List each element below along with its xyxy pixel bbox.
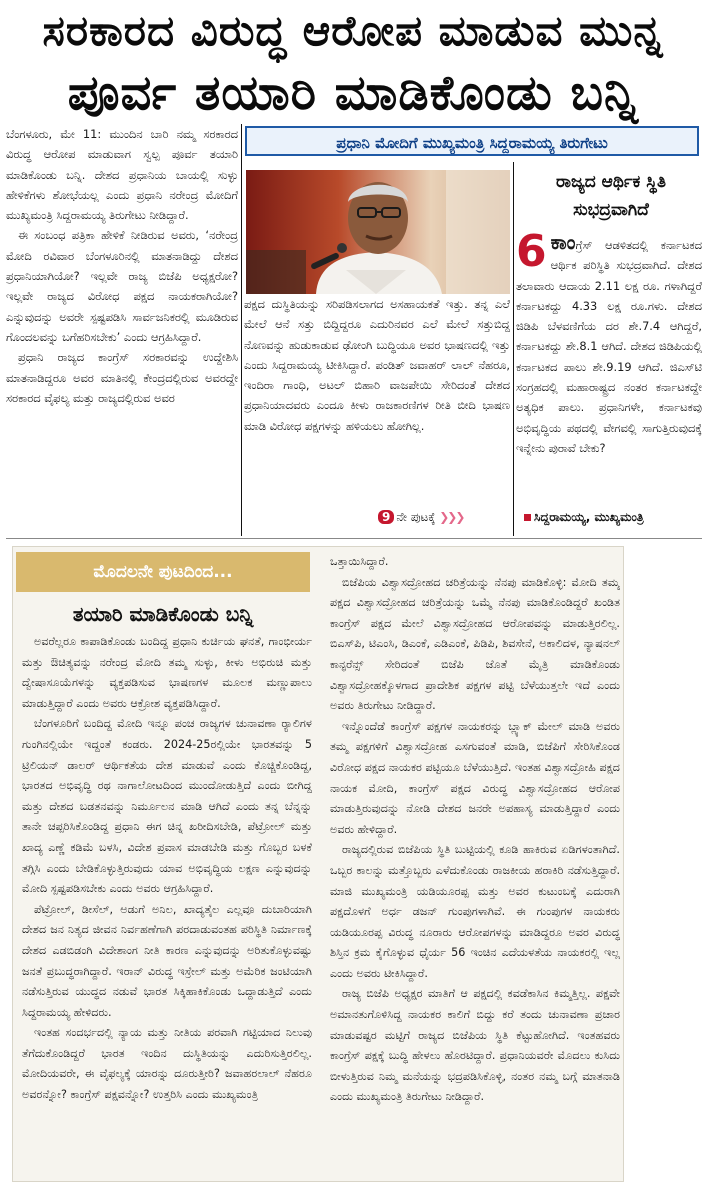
paragraph: ಪ್ರಧಾನಿ ರಾಜ್ಯದ ಕಾಂಗ್ರೆಸ್ ಸರಕಾರವನ್ನು ಉದ್ದೇಶಿಸಿ ಮಾತನಾಡಿದ್ದರೂ ಅವರ ಮಾತಿನಲ್ಲಿ ಕೇಂದ್ರದಲ್ಲಿರುವ ಅವರದ್ದೇ ಸರಕಾರದ ವೈಫಲ್ಯ ಮತ್ತು ರಾಜ್ಯದಲ್ಲಿರುವ ಅವರ xyxy=(6,350,238,405)
continued-label: ನೇ ಪುಟಕ್ಕೆ xyxy=(396,510,436,524)
continued-on-page[interactable] xyxy=(378,510,463,525)
paragraph: ಒತ್ತಾಯಿಸಿದ್ದಾರೆ. xyxy=(330,555,389,568)
bullet-square-icon xyxy=(524,514,531,521)
section-divider xyxy=(6,538,702,539)
column-rule-left xyxy=(241,124,242,536)
dropcap-number: 6 xyxy=(516,232,547,277)
lead-article-left-column xyxy=(6,124,238,530)
sidebar-text: ಗ್ರೆಸ್ ಆಡಳಿತದಲ್ಲಿ ಕರ್ನಾಟಕದ ಆರ್ಥಿಕ ಪರಿಸ್ಥಿತಿ ಸುಭದ್ರವಾಗಿದೆ. ದೇಶದ ತಲಾವಾರು ಆದಾಯ 2.11 ಲಕ್ಷ ರೂ. ಗಳಾಗಿದ್ದರೆ ಕರ್ನಾಟಕದ್ದು 4.33 ಲಕ್ಷ ರೂ.ಗಳು. ದೇಶದ ಜಿಡಿಪಿ ಬೆಳವಣಿಗೆಯ ದರ ಶೇ.7.4 ಆಗಿದ್ದರೆ, ಕರ್ನಾಟಕದ್ದು ಶೇ.8.1 ಆಗಿದೆ. ದೇಶದ ಜಿಡಿಪಿಯಲ್ಲಿ ಕರ್ನಾಟಕದ ಪಾಲು ಶೇ.9.19 ಆಗಿದೆ. ಜಿಎಸ್‌ಟಿ ಸಂಗ್ರಹದಲ್ಲಿ ಮಹಾರಾಷ್ಟ್ರದ ನಂತರ ಕರ್ನಾಟಕದ್ದೇ ಅತ್ಯಧಿಕ ಪಾಲು. ಪ್ರಧಾನಿಗಳೇ, ಕರ್ನಾಟಕವು ಅಭಿವೃದ್ಧಿಯ ಪಥದಲ್ಲಿ ವೇಗವಲ್ಲಿ ಸಾಗುತ್ತಿರುವುದಕ್ಕೆ ಇನ್ನೇನು ಪುರಾವೆ ಬೇಕು? xyxy=(516,238,702,455)
headline-line-2: ಪೂರ್ವ ತಯಾರಿ ಮಾಡಿಕೊಂಡು ಬನ್ನಿ xyxy=(67,65,639,121)
paragraph: ರಾಜ್ಯ ಬಿಜೆಪಿ ಅಧ್ಯಕ್ಷರ ಮಾತಿಗೆ ಆ ಪಕ್ಷದಲ್ಲಿ ಕವಡೆಕಾಸಿನ ಕಿಮ್ಮತ್ತಿಲ್ಲ. ಪಕ್ಷವೇ ಅಮಾನತುಗೊಳಿಸಿದ್ದ ನಾಯಕರ ಕಾಲಿಗೆ ಬಿದ್ದು ಕರೆ ತಂದು ಚುನಾವಣಾ ಪ್ರಚಾರ ಮಾಡುವಷ್ಟರ ಮಟ್ಟಿಗೆ ರಾಜ್ಯದ ಬಿಜೆಪಿಯ ಸ್ಥಿತಿ ಕೆಟ್ಟುಹೋಗಿದೆ. ಇಂತಹವರು ಕಾಂಗ್ರೆಸ್ ಪಕ್ಷಕ್ಕೆ ಬುದ್ಧಿ ಹೇಳಲು ಹೊರಟಿದ್ದಾರೆ. ಪ್ರಧಾನಿಯವರೇ ಮೊದಲು ಕುಸಿದು ಬೀಳುತ್ತಿರುವ ನಿಮ್ಮ ಮನೆಯನ್ನು ಭದ್ರಪಡಿಸಿಕೊಳ್ಳಿ, ನಂತರ ನಮ್ಮ ಬಗ್ಗೆ ಮಾತನಾಡಿ ಎಂದು ಮುಖ್ಯಮಂತ್ರಿ ತಿರುಗೇಟು ನೀಡಿದ್ದಾರೆ. xyxy=(330,987,620,1104)
page-number-badge: 9 xyxy=(378,510,394,524)
paragraph: ಪಕ್ಷದ ದುಸ್ಥಿತಿಯನ್ನು ಸರಿಪಡಿಸಲಾಗದ ಅಸಹಾಯಕತೆ ಇತ್ತು. ತನ್ನ ಎಲೆ ಮೇಲೆ ಆನೆ ಸತ್ತು ಬಿದ್ದಿದ್ದರೂ ಎದುರಿನವರ ಎಲೆ ಮೇಲೆ ಸತ್ತುಬಿದ್ದ ನೊಣವನ್ನು ಹುಡುಕಾಡುವ ಢೋಂಗಿ ಬುದ್ಧಿಯೂ ಅವರ ಭಾಷಣದಲ್ಲಿ ಇತ್ತು ಎಂದು ಸಿದ್ದರಾಮಯ್ಯ ಟೀಕಿಸಿದ್ದಾರೆ. ಪಂಡಿತ್ ಜವಾಹರ್ ಲಾಲ್ ನೆಹರೂ, ಇಂದಿರಾ ಗಾಂಧಿ, ಅಟಲ್ ಬಿಹಾರಿ ವಾಜಪೇಯಿ ಸೇರಿದಂತೆ ದೇಶದ ಪ್ರಧಾನಿಯಾದವರು ಎಂದೂ ಕೀಳು ರಾಜಕಾರಣಿಗಳ ರೀತಿ ಬೀದಿ ಭಾಷಣ ಮಾಡಿ ವಿರೋಧ ಪಕ್ಷಗಳನ್ನು ಹಳಿಯಲು ಹೋಗಿಲ್ಲ. xyxy=(244,297,510,433)
column-rule-right xyxy=(513,162,514,536)
paragraph: ಪೆಟ್ರೋಲ್, ಡೀಸೆಲ್, ಅಡುಗೆ ಅನಿಲ, ಖಾದ್ಯತೈಲ ಎಲ್ಲವೂ ದುಬಾರಿಯಾಗಿ ದೇಶದ ಜನ ನಿತ್ಯದ ಜೀವನ ನಿರ್ವಹಣೆಗಾಗಿ ಪರದಾಡುವಂತಹ ಪರಿಸ್ಥಿತಿ ನಿರ್ಮಾಣಕ್ಕೆ ದೇಶದ ಎಡಬಿಡಂಗಿ ವಿದೇಶಾಂಗ ನೀತಿ ಕಾರಣ ಎನ್ನುವುದನ್ನು ಅರಿತುಕೊಳ್ಳುವಷ್ಟು ಜನತೆ ಪ್ರಬುದ್ಧರಾಗಿದ್ದಾರೆ. ಇರಾನ್ ವಿರುದ್ಧ ಇಸ್ರೇಲ್ ಮತ್ತು ಅಮೆರಿಕ ಜಂಟಿಯಾಗಿ ನಡೆಸುತ್ತಿರುವ ಯುದ್ಧದ ನಡುವೆ ಭಾರತ ಸಿಕ್ಕಿಹಾಕಿಕೊಂಡು ಒದ್ದಾಡುತ್ತಿದೆ ಎಂದು ಸಿದ್ದರಾಮಯ್ಯ ಹೇಳಿದರು. xyxy=(22,902,312,1019)
dropcap-lead: ಕಾಂ xyxy=(550,232,576,254)
paragraph: ಅವರೆಲ್ಲರೂ ಕಾಪಾಡಿಕೊಂಡು ಬಂದಿದ್ದ ಪ್ರಧಾನಿ ಕುರ್ಚಿಯ ಘನತೆ, ಗಾಂಭೀರ್ಯ ಮತ್ತು ಔಚಿತ್ಯವನ್ನು ನರೇಂದ್ರ ಮೋದಿ ತಮ್ಮ ಸುಳ್ಳು, ಕೀಳು ಅಭಿರುಚಿ ಮತ್ತು ದ್ವೇಷಾಸೂಯೆಗಳನ್ನು ವ್ಯಕ್ತಪಡಿಸುವ ಭಾಷಣಗಳ ಮೂಲಕ ಮಣ್ಣುಪಾಲು ಮಾಡುತ್ತಿದ್ದಾರೆ ಎಂದು ಅವರು ಆಕ್ರೋಶ ವ್ಯಕ್ತಪಡಿಸಿದ್ದಾರೆ. xyxy=(22,635,312,710)
paragraph: ಇನ್ನೊಂದೆಡೆ ಕಾಂಗ್ರೆಸ್ ಪಕ್ಷಗಳ ನಾಯಕರನ್ನು ಬ್ಲ್ಯಾಕ್ ಮೇಲ್ ಮಾಡಿ ಅವರು ತಮ್ಮ ಪಕ್ಷಗಳಿಗೆ ವಿಶ್ವಾಸದ್ರೋಹ ಎಸಗುವಂತೆ ಮಾಡಿ, ಬಿಜೆಪಿಗೆ ಸೇರಿಸಿಕೊಂಡ ವಿರೋಧ ಪಕ್ಷದ ನಾಯಕರ ಪಟ್ಟಿಯೂ ಬೆಳೆಯುತ್ತಿದೆ. ಇಂತಹ ವಿಶ್ವಾಸದ್ರೋಹಿ ಪಕ್ಷದ ನಾಯಕ ಮೋದಿ, ಕಾಂಗ್ರೆಸ್ ಪಕ್ಷದ ವಿರುದ್ಧ ವಿಶ್ವಾಸದ್ರೋಹದ ಆರೋಪ ಮಾಡುತ್ತಿರುವುದನ್ನು ನೋಡಿ ದೇಶದ ಜನರೇ ಅಪಹಾಸ್ಯ ಮಾಡುತ್ತಿದ್ದಾರೆ ಎಂದು ಅವರು ಹೇಳಿದ್ದಾರೆ. xyxy=(330,719,620,836)
paragraph: ಬಿಜೆಪಿಯ ವಿಶ್ವಾಸದ್ರೋಹದ ಚರಿತ್ರೆಯನ್ನು ನೆನಪು ಮಾಡಿಕೊಳ್ಳಿ: ಮೋದಿ ತಮ್ಮ ಪಕ್ಷದ ವಿಶ್ವಾಸದ್ರೋಹದ ಚರಿತ್ರೆಯನ್ನು ಒಮ್ಮೆ ನೆನಪು ಮಾಡಿಕೊಂಡಿದ್ದರೆ ಖಂಡಿತ ಕಾಂಗ್ರೆಸ್ ಪಕ್ಷದ ಮೇಲೆ ವಿಶ್ವಾಸದ್ರೋಹದ ಆರೋಪವನ್ನು ಮಾಡುತ್ತಿರಲಿಲ್ಲ. ಬಿಎಸ್‌ಪಿ, ಟಿಎಂಸಿ, ಡಿಎಂಕೆ, ಎಡಿಎಂಕೆ, ಪಿಡಿಪಿ, ಶಿವಸೇನೆ, ಅಕಾಲಿದಳ, ನ್ಯಾಷನಲ್ ಕಾನ್ಫರೆನ್ಸ್ ಸೇರಿದಂತೆ ಬಿಜೆಪಿ ಜೊತೆ ಮೈತ್ರಿ ಮಾಡಿಕೊಂಡು ವಿಶ್ವಾಸದ್ರೋಹಕ್ಕೊಳಗಾದ ಪ್ರಾದೇಶಿಕ ಪಕ್ಷಗಳ ಪಟ್ಟಿ ಬೆಳೆಯುತ್ತಲೇ ಇದೆ ಎಂದು ಅವರು ತಿರುಗೇಟು ನೀಡಿದ್ದಾರೆ. xyxy=(330,575,620,713)
continuation-column-2 xyxy=(330,552,620,1178)
continued-from-banner: ಮೊದಲನೇ ಪುಟದಿಂದ... xyxy=(16,552,310,592)
lead-article-middle-column xyxy=(244,294,510,530)
paragraph: ರಾಜ್ಯದಲ್ಲಿರುವ ಬಿಜೆಪಿಯ ಸ್ಥಿತಿ ಬುಟ್ಟಿಯಲ್ಲಿ ಕೂಡಿ ಹಾಕಿರುವ ಏಡಿಗಳಂತಾಗಿದೆ. ಒಬ್ಬರ ಕಾಲನ್ನು ಮತ್ತೊಬ್ಬರು ಎಳೆದುಕೊಂಡು ರಾಜಕೀಯ ಹರಾಕಿರಿ ನಡೆಸುತ್ತಿದ್ದಾರೆ. ಮಾಜಿ ಮುಖ್ಯಮಂತ್ರಿ ಯಡಿಯೂರಪ್ಪ ಮತ್ತು ಅವರ ಕುಟುಂಬಕ್ಕೆ ಎದುರಾಗಿ ಪಕ್ಷದೊಳಗೆ ಅರ್ಧ ಡಜನ್ ಗುಂಪುಗಳಾಗಿವೆ. ಈ ಗುಂಪುಗಳ ನಾಯಕರು ಯಡಿಯೂರಪ್ಪ ವಿರುದ್ಧ ನೂರಾರು ಆರೋಪಗಳನ್ನು ಮಾಡಿದ್ದರೂ ಅವರ ವಿರುದ್ಧ ಶಿಸ್ತಿನ ಕ್ರಮ ಕೈಗೊಳ್ಳುವ ಧೈರ್ಯ 56 ಇಂಚಿನ ಎದೆಯಳತೆಯ ನಾಯಕರಲ್ಲಿ ಇಲ್ಲ ಎಂದು ಅವರು ಟೀಕಿಸಿದ್ದಾರೆ. xyxy=(330,843,620,980)
sidebar-heading: ರಾಜ್ಯದ ಆರ್ಥಿಕ ಸ್ಥಿತಿ ಸುಭದ್ರವಾಗಿದೆ xyxy=(556,172,666,220)
paragraph: ಬೆಂಗಳೂರು, ಮೇ 11: ಮುಂದಿನ ಬಾರಿ ನಮ್ಮ ಸರಕಾರದ ವಿರುದ್ಧ ಆರೋಪ ಮಾಡುವಾಗ ಸ್ವಲ್ಪ ಪೂರ್ವ ತಯಾರಿ ಮಾಡಿಕೊಂಡು ಬನ್ನಿ. ದೇಶದ ಪ್ರಧಾನಿಯ ಬಾಯಲ್ಲಿ ಸುಳ್ಳು ಹೇಳಿಕೆಗಳು ಶೋಭೆಯಲ್ಲ ಎಂದು ಪ್ರಧಾನಿ ನರೇಂದ್ರ ಮೋದಿಗೆ ಮುಖ್ಯಮಂತ್ರಿ ಸಿದ್ದರಾಮಯ್ಯ ತಿರುಗೇಟು ನೀಡಿದ್ದಾರೆ. xyxy=(6,127,238,223)
continuation-heading: ತಯಾರಿ ಮಾಡಿಕೊಂಡು ಬನ್ನಿ xyxy=(72,602,254,626)
paragraph: ಬೆಂಗಳೂರಿಗೆ ಬಂದಿದ್ದ ಮೋದಿ ಇನ್ನೂ ಪಂಚ ರಾಜ್ಯಗಳ ಚುನಾವಣಾ ರ್‍ಯಾಲಿಗಳ ಗುಂಗಿನಲ್ಲಿಯೇ ಇದ್ದಂತೆ ಕಂಡರು. 2024-25ರಲ್ಲಿಯೇ ಭಾರತವನ್ನು 5 ಟ್ರಿಲಿಯನ್ ಡಾಲರ್ ಆರ್ಥಿಕತೆಯ ದೇಶ ಮಾಡುವೆ ಎಂದು ಕೊಚ್ಚಿಕೊಂಡಿದ್ದ, ಭಾರತದ ಅಭಿವೃದ್ಧಿ ರಥ ನಾಗಾಲೋಟದಿಂದ ಮುಂದೋಡುತ್ತಿದೆ ಎಂದು ಬೀಗಿದ್ದ ಮತ್ತು ದೇಶದ ಬಡತನವನ್ನು ನಿರ್ಮೂಲನ ಮಾಡಿ ಆಗಿದೆ ಎಂದು ತನ್ನ ಬೆನ್ನನ್ನು ತಾನೇ ಚಪ್ಪರಿಸಿಕೊಂಡಿದ್ದ ಪ್ರಧಾನಿ ಈಗ ಚಿನ್ನ ಖರೀದಿಸಬೇಡಿ, ಪೆಟ್ರೋಲ್ ಮತ್ತು ಖಾದ್ಯ ಎಣ್ಣೆ ಕಡಿಮೆ ಬಳಸಿ, ವಿದೇಶ ಪ್ರವಾಸ ಮಾಡಬೇಡಿ ಮತ್ತು ಗೊಬ್ಬರ ಬಳಕೆ ತಗ್ಗಿಸಿ ಎಂದು ಬೇಡಿಕೊಳ್ಳುತ್ತಿರುವುದು ಯಾವ ಅಭಿವೃದ್ಧಿಯ ಲಕ್ಷಣ ಎನ್ನುವುದನ್ನು ಮೋದಿ ಸ್ಪಷ್ಟಪಡಿಸಬೇಕು ಎಂದು ಅವರು ಆಗ್ರಹಿಸಿದ್ದಾರೆ. xyxy=(22,717,312,896)
sidebar-body xyxy=(516,232,702,458)
chevron-right-icon: ❯❯❯ xyxy=(439,510,464,524)
photo-speaker xyxy=(246,170,510,294)
tagline-box: ಪ್ರಧಾನಿ ಮೋದಿಗೆ ಮುಖ್ಯಮಂತ್ರಿ ಸಿದ್ದರಾಮಯ್ಯ ತಿರುಗೇಟು xyxy=(245,126,699,156)
paragraph: ಈ ಸಂಬಂಧ ಪತ್ರಿಕಾ ಹೇಳಿಕೆ ನೀಡಿರುವ ಅವರು, ‘ನರೇಂದ್ರ ಮೋದಿ ರವಿವಾರ ಬೆಂಗಳೂರಿನಲ್ಲಿ ಮಾತನಾಡಿದ್ದು ದೇಶದ ಪ್ರಧಾನಿಯಾಗಿಯೋ? ಇಲ್ಲವೇ ರಾಜ್ಯ ಬಿಜೆಪಿ ಅಧ್ಯಕ್ಷರೋ? ಇಲ್ಲವೇ ರಾಜ್ಯದ ವಿರೋಧ ಪಕ್ಷದ ನಾಯಕರಾಗಿಯೋ? ಎನ್ನುವುದನ್ನು ಅವರೇ ಸ್ಪಷ್ಟಪಡಿಸಿ ಸಾರ್ವಜನಿಕರಲ್ಲಿ ಮೂಡಿರುವ ಗೊಂದಲವನ್ನು ಬಗೆಹರಿಸಬೇಕು’ ಎಂದು ಆಗ್ರಹಿಸಿದ್ದಾರೆ. xyxy=(6,228,238,344)
paragraph: ಇಂತಹ ಸಂದರ್ಭದಲ್ಲಿ ನ್ಯಾಯ ಮತ್ತು ನೀತಿಯ ಪರವಾಗಿ ಗಟ್ಟಿಯಾದ ನಿಲುವು ತೆಗೆದುಕೊಂಡಿದ್ದರೆ ಭಾರತ ಇಂದಿನ ದುಸ್ಥಿತಿಯನ್ನು ಎದುರಿಸುತ್ತಿರಲಿಲ್ಲ. ಮೋದಿಯವರೇ, ಈ ವೈಫಲ್ಯಕ್ಕೆ ಯಾರನ್ನು ದೂರುತ್ತೀರಿ? ಜವಾಹರಲಾಲ್ ನೆಹರೂ ಅವರನ್ನೋ? ಕಾಂಗ್ರೆಸ್ ಪಕ್ಷವನ್ನೋ? ಉತ್ತರಿಸಿ ಎಂದು ಮುಖ್ಯಮಂತ್ರಿ xyxy=(22,1026,312,1102)
speaker-photo-illustration xyxy=(246,170,510,294)
headline-line-1: ಸರಕಾರದ ವಿರುದ್ಧ ಆರೋಪ ಮಾಡುವ ಮುನ್ನ xyxy=(42,6,664,55)
continuation-column-1 xyxy=(22,632,312,1178)
sidebar-byline: ಸಿದ್ದರಾಮಯ್ಯ, ಮುಖ್ಯಮಂತ್ರಿ xyxy=(524,510,704,525)
